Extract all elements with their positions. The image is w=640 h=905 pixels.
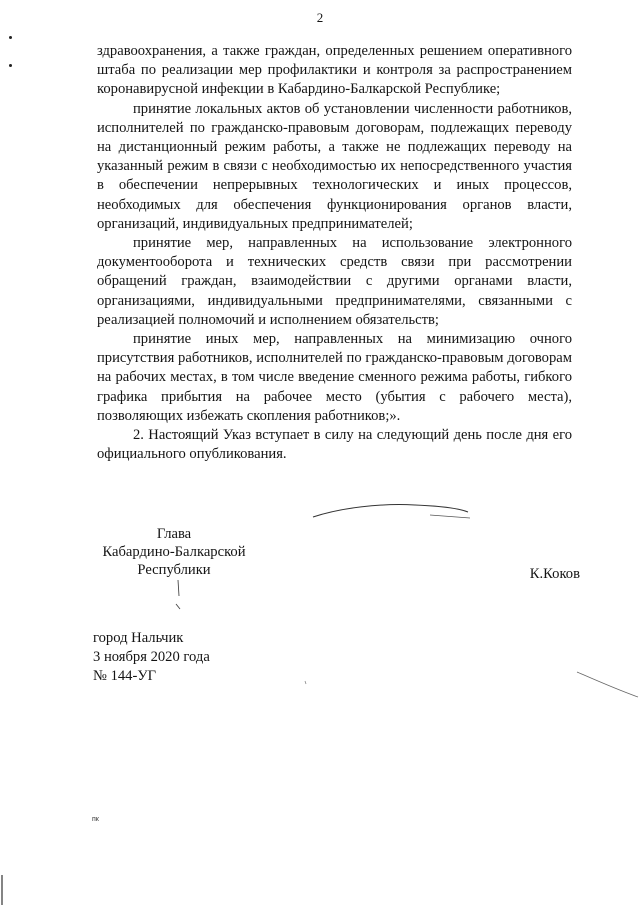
signatory-title xyxy=(94,525,254,579)
paragraph: 2. Настоящий Указ вступает в силу на следующий день после дня его официального опубликования. xyxy=(97,427,572,463)
signatory-title-line: Республики xyxy=(137,562,211,578)
footer-mark: пк xyxy=(92,816,99,823)
signatory-title-line: Глава xyxy=(156,526,192,542)
paragraph: здравоохранения, а также граждан, определенных решением оперативного штаба по реализации мер профилактики и контроля за распространением коронавирусной инфекции в Кабардино-Балкарской Республике; xyxy=(97,43,572,98)
document-details xyxy=(93,629,210,686)
document-number: № 144-УГ xyxy=(93,668,157,684)
paragraph: принятие локальных актов об установлении численности работников, исполнителей по гражданско-правовым договорам, подлежащих переводу на дистанционный режим работы, а также не подлежащих переводу на указанный режим в связи с необходимостью их непосредственного участия в обеспечении непрерывных технологических и иных процессов, необходимых для обеспечения функционирования органов власти, организаций, индивидуальных предпринимателей; xyxy=(97,100,572,232)
page-number: 2 xyxy=(316,10,324,25)
date: 3 ноября 2020 года xyxy=(93,649,210,665)
place: город Нальчик xyxy=(93,630,184,646)
signatory-name: К.Коков xyxy=(529,566,580,582)
paragraph: принятие мер, направленных на использование электронного документооборота и технических средств связи при рассмотрении обращений граждан, взаимодействии с другими органами власти, организациями, индивидуальными предпринимателями, связанными с реализацией полномочий и исполнением обязательств; xyxy=(97,235,572,328)
signatory-title-line: Кабардино-Балкарской xyxy=(102,544,246,560)
paragraph: принятие иных мер, направленных на минимизацию очного присутствия работников, исполнителей по гражданско-правовым договорам на рабочих местах, в том числе введение сменного режима работы, гибкого графика прибытия на рабочее место (убытия с рабочего места), позволяющих избежать скопления работников;». xyxy=(97,331,572,424)
